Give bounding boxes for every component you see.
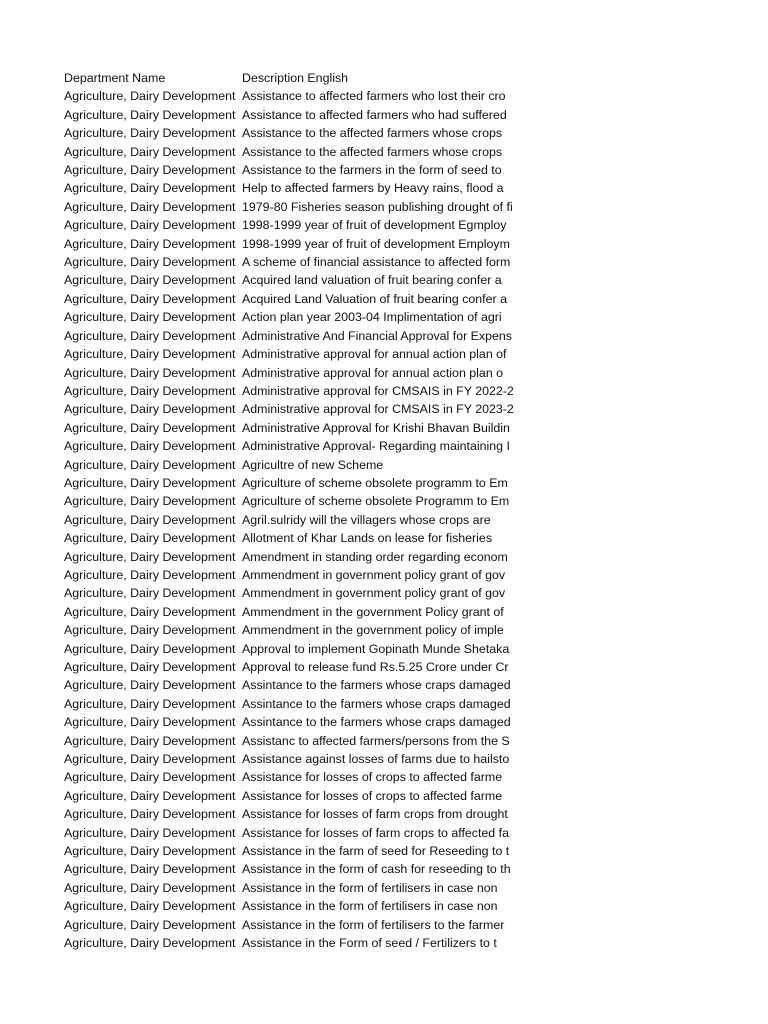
description-cell[interactable]: Assistance in the form of fertilisers in case non bbox=[242, 879, 518, 897]
department-cell[interactable]: Agriculture, Dairy Development bbox=[64, 494, 236, 509]
table-row bbox=[64, 732, 518, 750]
description-cell[interactable]: Approval to implement Gopinath Munde Shetaka bbox=[242, 640, 518, 658]
description-cell[interactable]: Action plan year 2003-04 Implimentation of agri bbox=[242, 308, 518, 326]
spreadsheet-table bbox=[64, 69, 518, 953]
description-cell[interactable]: Assistance to the farmers in the form of seed to bbox=[242, 161, 518, 179]
department-cell[interactable]: Agriculture, Dairy Development bbox=[64, 273, 236, 288]
description-cell[interactable]: Assintance to the farmers whose craps damaged bbox=[242, 676, 518, 694]
description-cell[interactable]: Amendment in standing order regarding econom bbox=[242, 548, 518, 566]
description-cell[interactable]: Administrative Approval for Krishi Bhavan Buildin bbox=[242, 419, 518, 437]
department-cell[interactable]: Agriculture, Dairy Development bbox=[64, 917, 236, 932]
header-row bbox=[64, 69, 518, 87]
table-row bbox=[64, 511, 518, 529]
department-cell[interactable]: Agriculture, Dairy Development bbox=[64, 549, 236, 564]
table-row bbox=[64, 271, 518, 289]
table-row bbox=[64, 345, 518, 363]
description-cell[interactable]: Acquired Land Valuation of fruit bearing confer a bbox=[242, 290, 518, 308]
department-cell[interactable]: Agriculture, Dairy Development bbox=[64, 328, 236, 343]
table-row bbox=[64, 143, 518, 161]
department-cell[interactable]: Agriculture, Dairy Development bbox=[64, 144, 236, 159]
table-row bbox=[64, 437, 518, 455]
description-cell[interactable]: Assistance to the affected farmers whose crops bbox=[242, 143, 518, 161]
department-cell[interactable]: Agriculture, Dairy Development bbox=[64, 383, 236, 398]
table-row bbox=[64, 327, 518, 345]
description-cell[interactable]: Assistance against losses of farms due to hailsto bbox=[242, 750, 518, 768]
table-row bbox=[64, 216, 518, 234]
table-row bbox=[64, 676, 518, 694]
department-cell[interactable]: Agriculture, Dairy Development bbox=[64, 126, 236, 141]
description-cell[interactable]: Assistance for losses of crops to affected farme bbox=[242, 768, 518, 786]
department-cell[interactable]: Agriculture, Dairy Development bbox=[64, 862, 236, 877]
description-cell[interactable]: Administrative And Financial Approval for Expens bbox=[242, 327, 518, 345]
table-row bbox=[64, 566, 518, 584]
table-row bbox=[64, 584, 518, 602]
description-cell[interactable]: Administrative approval for annual action plan o bbox=[242, 364, 518, 382]
department-cell[interactable]: Agriculture, Dairy Development bbox=[64, 420, 236, 435]
table-row bbox=[64, 750, 518, 768]
department-cell[interactable]: Agriculture, Dairy Development bbox=[64, 310, 236, 325]
department-cell[interactable]: Agriculture, Dairy Development bbox=[64, 696, 236, 711]
department-cell[interactable]: Agriculture, Dairy Development bbox=[64, 512, 236, 527]
table-row bbox=[64, 768, 518, 786]
department-cell[interactable]: Agriculture, Dairy Development bbox=[64, 733, 236, 748]
department-cell[interactable]: Agriculture, Dairy Development bbox=[64, 770, 236, 785]
table-row bbox=[64, 400, 518, 418]
column-header-department[interactable]: Department Name bbox=[64, 71, 166, 85]
table-row bbox=[64, 824, 518, 842]
table-row bbox=[64, 603, 518, 621]
department-cell[interactable]: Agriculture, Dairy Development bbox=[64, 604, 236, 619]
department-cell[interactable]: Agriculture, Dairy Development bbox=[64, 107, 236, 122]
department-cell[interactable]: Agriculture, Dairy Development bbox=[64, 347, 236, 362]
table-row bbox=[64, 198, 518, 216]
department-cell[interactable]: Agriculture, Dairy Development bbox=[64, 825, 236, 840]
department-cell[interactable]: Agriculture, Dairy Development bbox=[64, 641, 236, 656]
department-cell[interactable]: Agriculture, Dairy Development bbox=[64, 475, 236, 490]
table-row bbox=[64, 474, 518, 492]
description-cell[interactable]: Assistance to the affected farmers whose crops bbox=[242, 124, 518, 142]
description-cell[interactable]: Assistance in the farm of seed for Reseeding to t bbox=[242, 842, 518, 860]
department-cell[interactable]: Agriculture, Dairy Development bbox=[64, 660, 236, 674]
description-cell[interactable]: Ammendment in government policy grant of gov bbox=[242, 584, 518, 602]
description-cell[interactable]: Help to affected farmers by Heavy rains, flood a bbox=[242, 179, 518, 197]
description-cell[interactable]: 1998-1999 year of fruit of development Employm bbox=[242, 235, 518, 253]
department-cell[interactable]: Agriculture, Dairy Development bbox=[64, 181, 236, 196]
table-row bbox=[64, 640, 518, 658]
table-row bbox=[64, 860, 518, 878]
department-cell[interactable]: Agriculture, Dairy Development bbox=[64, 567, 236, 582]
description-cell[interactable]: Assintance to the farmers whose craps damaged bbox=[242, 695, 518, 713]
department-cell[interactable]: Agriculture, Dairy Development bbox=[64, 586, 236, 601]
description-cell[interactable]: Assistance for losses of farm crops to affected fa bbox=[242, 824, 518, 842]
table-row bbox=[64, 87, 518, 105]
table-row bbox=[64, 364, 518, 382]
table-row bbox=[64, 106, 518, 124]
description-cell[interactable]: Approval to release fund Rs.5.25 Crore under Cr bbox=[242, 658, 518, 676]
table-row bbox=[64, 456, 518, 474]
table-row bbox=[64, 879, 518, 897]
table-row bbox=[64, 419, 518, 437]
description-cell[interactable]: A scheme of financial assistance to affected form bbox=[242, 253, 518, 271]
description-cell[interactable]: Administrative approval for annual action plan of bbox=[242, 345, 518, 363]
table-row bbox=[64, 916, 518, 934]
department-cell[interactable]: Agriculture, Dairy Development bbox=[64, 89, 236, 104]
table-row bbox=[64, 124, 518, 142]
description-cell[interactable]: Acquired land valuation of fruit bearing confer a bbox=[242, 271, 518, 289]
description-cell[interactable]: Assistance in the form of fertilisers to the farmer bbox=[242, 916, 518, 934]
department-cell[interactable]: Agriculture, Dairy Development bbox=[64, 880, 236, 895]
description-cell[interactable]: 1979-80 Fisheries season publishing drought of fi bbox=[242, 198, 518, 216]
table-row bbox=[64, 548, 518, 566]
description-cell[interactable]: Assistance in the Form of seed / Fertilizers to t bbox=[242, 934, 518, 952]
table-row bbox=[64, 695, 518, 713]
description-cell[interactable]: Assistance in the form of fertilisers in case non bbox=[242, 897, 518, 915]
department-cell[interactable]: Agriculture, Dairy Development bbox=[64, 439, 236, 454]
description-cell[interactable]: Ammendment in the government Policy grant of bbox=[242, 603, 518, 621]
column-header-description[interactable]: Description English bbox=[242, 71, 349, 85]
department-cell[interactable]: Agriculture, Dairy Development bbox=[64, 531, 236, 546]
description-cell[interactable]: Agricultre of new Scheme bbox=[242, 456, 518, 474]
department-cell[interactable]: Agriculture, Dairy Development bbox=[64, 899, 236, 914]
description-cell[interactable]: Ammendment in government policy grant of gov bbox=[242, 566, 518, 584]
table-row bbox=[64, 897, 518, 915]
department-cell[interactable]: Agriculture, Dairy Development bbox=[64, 402, 236, 417]
description-cell[interactable]: 1998-1999 year of fruit of development Egmploy bbox=[242, 216, 518, 234]
table-row bbox=[64, 658, 518, 676]
department-cell[interactable]: Agriculture, Dairy Development bbox=[64, 807, 236, 822]
department-cell[interactable]: Agriculture, Dairy Development bbox=[64, 163, 236, 178]
table-row bbox=[64, 621, 518, 639]
table-row bbox=[64, 805, 518, 823]
table-row bbox=[64, 842, 518, 860]
table-row bbox=[64, 235, 518, 253]
table-row bbox=[64, 308, 518, 326]
department-cell[interactable]: Agriculture, Dairy Development bbox=[64, 788, 236, 803]
table-row bbox=[64, 934, 518, 952]
description-cell[interactable]: Administrative approval for CMSAIS in FY 2023-2 bbox=[242, 400, 518, 418]
table-row bbox=[64, 290, 518, 308]
department-cell[interactable]: Agriculture, Dairy Development bbox=[64, 255, 236, 270]
description-cell[interactable]: Ammendment in the government policy of imple bbox=[242, 621, 518, 639]
department-cell[interactable]: Agriculture, Dairy Development bbox=[64, 936, 236, 951]
department-cell[interactable]: Agriculture, Dairy Development bbox=[64, 291, 236, 306]
description-cell[interactable]: Assintance to the farmers whose craps damaged bbox=[242, 713, 518, 731]
department-cell[interactable]: Agriculture, Dairy Development bbox=[64, 715, 236, 730]
description-cell[interactable]: Assistance to affected farmers who had suffered bbox=[242, 106, 518, 124]
table-row bbox=[64, 713, 518, 731]
description-cell[interactable]: Administrative Approval- Regarding maintaining I bbox=[242, 437, 518, 455]
table-row bbox=[64, 382, 518, 400]
table-row bbox=[64, 179, 518, 197]
description-cell[interactable]: Agriculture of scheme obsolete programm to Em bbox=[242, 474, 518, 492]
description-cell[interactable]: Assistance for losses of farm crops from drought bbox=[242, 805, 518, 823]
department-cell[interactable]: Agriculture, Dairy Development bbox=[64, 218, 236, 233]
description-cell[interactable]: Assistance in the form of cash for reseeding to th bbox=[242, 860, 518, 878]
department-cell[interactable]: Agriculture, Dairy Development bbox=[64, 365, 236, 380]
department-cell[interactable]: Agriculture, Dairy Development bbox=[64, 752, 236, 767]
table-row bbox=[64, 787, 518, 805]
description-cell[interactable]: Administrative approval for CMSAIS in FY 2022-2 bbox=[242, 382, 518, 400]
department-cell[interactable]: Agriculture, Dairy Development bbox=[64, 678, 236, 693]
description-cell[interactable]: Agril.sulridy will the villagers whose crops are bbox=[242, 511, 518, 529]
description-cell[interactable]: Assistanc to affected farmers/persons from the S bbox=[242, 732, 518, 750]
department-cell[interactable]: Agriculture, Dairy Development bbox=[64, 623, 236, 638]
description-cell[interactable]: Agriculture of scheme obsolete Programm to Em bbox=[242, 492, 518, 510]
table-row bbox=[64, 161, 518, 179]
table-row bbox=[64, 492, 518, 510]
department-cell[interactable]: Agriculture, Dairy Development bbox=[64, 457, 236, 472]
table-body bbox=[64, 87, 518, 952]
table-row bbox=[64, 253, 518, 271]
description-cell[interactable]: Allotment of Khar Lands on lease for fisheries bbox=[242, 529, 518, 547]
department-cell[interactable]: Agriculture, Dairy Development bbox=[64, 844, 236, 859]
table-row bbox=[64, 529, 518, 547]
description-cell[interactable]: Assistance to affected farmers who lost their cro bbox=[242, 87, 518, 105]
description-cell[interactable]: Assistance for losses of crops to affected farme bbox=[242, 787, 518, 805]
department-cell[interactable]: Agriculture, Dairy Development bbox=[64, 199, 236, 214]
department-cell[interactable]: Agriculture, Dairy Development bbox=[64, 236, 236, 251]
